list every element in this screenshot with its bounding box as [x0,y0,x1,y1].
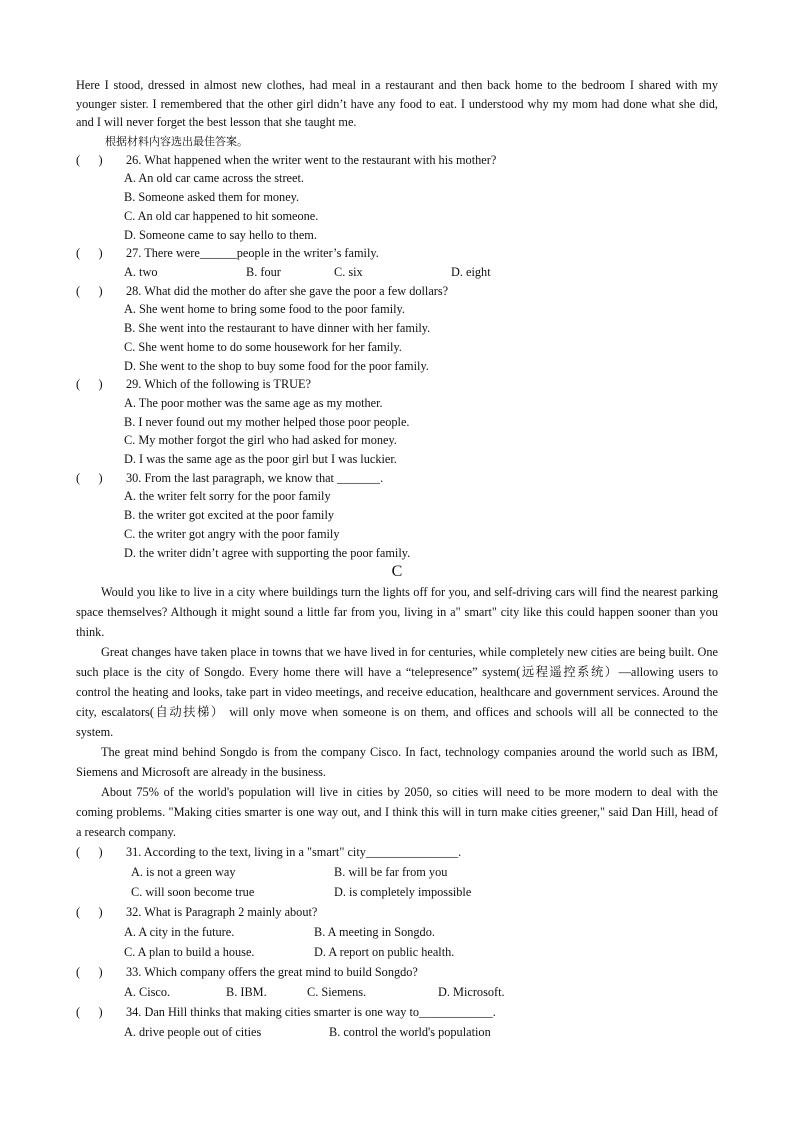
option-a: A. Cisco. [124,985,171,1000]
answer-blank[interactable]: ( ) [76,152,103,167]
option-c: C. A plan to build a house. [124,945,255,960]
answer-blank[interactable]: ( ) [76,470,103,485]
question-28 [76,282,718,301]
option-b: B. control the world's population [329,1025,491,1040]
option-b: B. four [246,265,281,279]
option-c: C. the writer got angry with the poor family [124,526,340,541]
exam-page [76,76,718,1042]
passage-paragraph: About 75% of the world's population will live in cities by 2050, so cities will need to be more modern to deal with the coming problems. "Making cities smarter is one way out, and I think this will in turn make cities greener," said Dan Hill, head of a research company. [76,785,718,840]
question-33 [76,962,718,982]
question-stem: 33. Which company offers the great mind to build Songdo? [126,965,418,980]
option-c: C. An old car happened to hit someone. [124,208,319,223]
option-a: A. is not a green way [131,865,236,880]
question-stem: 34. Dan Hill thinks that making cities smarter is one way to____________. [126,1005,496,1020]
option-d: D. I was the same age as the poor girl but I was luckier. [124,452,397,467]
option-c: C. My mother forgot the girl who had asked for money. [124,433,397,448]
question-stem: 31. According to the text, living in a "smart" city_______________. [126,845,462,860]
question-31 [76,842,718,862]
options-row [76,862,718,882]
section-heading: C [391,563,403,581]
question-34 [76,1002,718,1022]
answer-blank[interactable]: ( ) [76,283,103,298]
answer-blank[interactable]: ( ) [76,377,103,392]
option-a: A. She went home to bring some food to the poor family. [124,302,405,317]
option-b: B. will be far from you [334,865,448,880]
option-c: C. Siemens. [307,985,367,1000]
instruction: 根据材料内容选出最佳答案。 [105,134,248,148]
question-stem: 28. What did the mother do after she gave the poor a few dollars? [126,283,449,298]
option-d: D. She went to the shop to buy some food for the poor family. [124,358,429,373]
option-b: B. IBM. [226,985,267,1000]
options-row [76,882,718,902]
option-a: A. The poor mother was the same age as my mother. [124,395,383,410]
passage-paragraph: Great changes have taken place in towns that we have lived in for centuries, while completely new cities are being built. One such place is the city of Songdo. Every home there will have a “telepresence” system(远程遥控系统）—allowing users to control the heating and looks, take part in video meetings, and receive education, healthcare and government services. Around the city, escalators(自动扶梯） will only move when someone is on them, and offices and schools will all be connected to the system. [76,645,718,740]
option-b: B. I never found out my mother helped those poor people. [124,414,410,429]
option-b: B. Someone asked them for money. [124,190,300,205]
answer-blank[interactable]: ( ) [76,246,103,261]
option-c: C. six [334,265,363,279]
option-d: D. eight [451,265,491,279]
answer-blank[interactable]: ( ) [76,845,103,860]
option-d: D. is completely impossible [334,885,472,900]
options-row [76,263,718,282]
question-stem: 29. Which of the following is TRUE? [126,377,311,392]
question-30 [76,469,718,488]
question-stem: 26. What happened when the writer went to the restaurant with his mother? [126,152,497,167]
question-stem: 27. There were______people in the writer’s family. [126,246,379,261]
question-stem: 32. What is Paragraph 2 mainly about? [126,905,318,920]
option-a: A. drive people out of cities [124,1025,262,1040]
question-32 [76,902,718,922]
question-stem: 30. From the last paragraph, we know that _______. [126,470,384,485]
option-a: A. An old car came across the street. [124,171,304,186]
passage-paragraph: Would you like to live in a city where buildings turn the lights off for you, and self-driving cars will find the nearest parking space themselves? Although it might sound a little far from you, living in a" smart" city like this could happen sooner than you think. [76,585,718,640]
option-d: D. A report on public health. [314,945,455,960]
option-d: D. Microsoft. [438,985,505,1000]
passage-paragraph: Here I stood, dressed in almost new clothes, had meal in a restaurant and then back home to the bedroom I shared with my younger sister. I remembered that the other girl didn’t have any food to eat. I understood why my mom had done what she did, and I will never forget the best lesson that she taught me. [76,78,718,130]
option-b: B. She went into the restaurant to have dinner with her family. [124,321,431,336]
options-row [76,1022,718,1042]
option-a: A. two [124,265,158,279]
question-29 [76,375,718,394]
option-b: B. A meeting in Songdo. [314,925,435,940]
passage-paragraph: The great mind behind Songdo is from the company Cisco. In fact, technology companies around the world such as IBM, Siemens and Microsoft are already in the business. [76,745,718,780]
answer-blank[interactable]: ( ) [76,965,103,980]
option-a: A. A city in the future. [124,925,235,940]
options-row [76,922,718,942]
answer-blank[interactable]: ( ) [76,905,103,920]
option-c: C. will soon become true [131,885,255,900]
option-c: C. She went home to do some housework for her family. [124,339,402,354]
options-row [76,982,718,1002]
question-26 [76,151,718,170]
question-27 [76,244,718,263]
option-a: A. the writer felt sorry for the poor family [124,489,331,504]
options-row [76,942,718,962]
option-d: D. the writer didn’t agree with supporting the poor family. [124,545,411,560]
option-d: D. Someone came to say hello to them. [124,227,317,242]
option-b: B. the writer got excited at the poor family [124,508,335,523]
answer-blank[interactable]: ( ) [76,1005,103,1020]
